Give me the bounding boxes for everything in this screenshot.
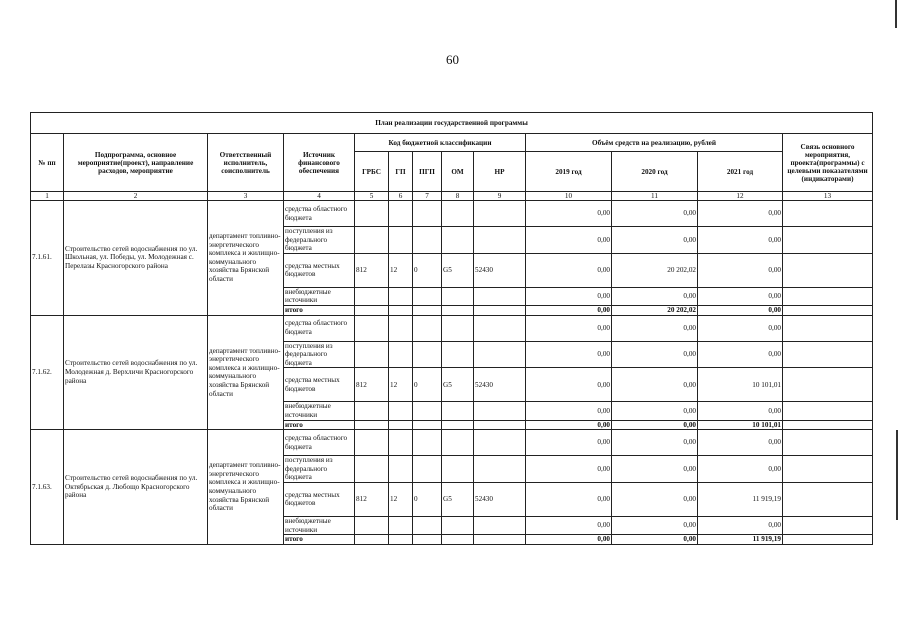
- col-number: 2: [64, 192, 208, 201]
- amount-y2020: 20 202,02: [612, 253, 698, 287]
- amount-y2021: 0,00: [698, 287, 783, 305]
- indicator-link: [783, 287, 873, 305]
- funding-source: итого: [284, 305, 355, 315]
- col-number: 6: [389, 192, 413, 201]
- budget-code-gp: [389, 315, 413, 341]
- amount-y2019: 0,00: [526, 535, 612, 545]
- amount-y2021: 0,00: [698, 315, 783, 341]
- budget-code-gp: [389, 201, 413, 227]
- amount-y2020: 0,00: [612, 535, 698, 545]
- budget-code-np: [474, 341, 526, 368]
- indicator-link: [783, 402, 873, 420]
- budget-code-np: [474, 227, 526, 254]
- amount-y2021: 0,00: [698, 253, 783, 287]
- amount-y2021: 0,00: [698, 516, 783, 534]
- budget-code-pgp: [413, 516, 442, 534]
- amount-y2019: 0,00: [526, 315, 612, 341]
- budget-code-np: [474, 315, 526, 341]
- col-number: 3: [208, 192, 284, 201]
- budget-code-grbs: [355, 420, 389, 430]
- amount-y2020: 20 202,02: [612, 305, 698, 315]
- budget-code-gp: [389, 430, 413, 456]
- amount-y2021: 11 919,19: [698, 535, 783, 545]
- budget-code-gp: [389, 402, 413, 420]
- col-number: 12: [698, 192, 783, 201]
- amount-y2020: 0,00: [612, 516, 698, 534]
- amount-y2019: 0,00: [526, 368, 612, 402]
- col-number: 7: [413, 192, 442, 201]
- budget-code-np: [474, 420, 526, 430]
- header-om: ОМ: [442, 152, 474, 192]
- table-row: [31, 315, 873, 341]
- budget-code-om: [442, 456, 474, 483]
- indicator-link: [783, 305, 873, 315]
- budget-code-np: [474, 535, 526, 545]
- funding-source: средства местных бюджетов: [284, 482, 355, 516]
- budget-code-om: [442, 516, 474, 534]
- budget-code-grbs: [355, 402, 389, 420]
- amount-y2020: 0,00: [612, 368, 698, 402]
- amount-y2020: 0,00: [612, 287, 698, 305]
- item-executor: департамент топливно-энергетического комплекса и жилищно-коммунального хозяйства Брянской области: [208, 201, 284, 316]
- table-title: План реализации государственной программы: [31, 113, 873, 134]
- budget-code-pgp: [413, 201, 442, 227]
- indicator-link: [783, 430, 873, 456]
- amount-y2020: 0,00: [612, 456, 698, 483]
- budget-code-gp: [389, 516, 413, 534]
- col-number: 4: [284, 192, 355, 201]
- budget-code-om: G5: [442, 253, 474, 287]
- amount-y2019: 0,00: [526, 201, 612, 227]
- col-number: 9: [474, 192, 526, 201]
- amount-y2020: 0,00: [612, 430, 698, 456]
- amount-y2019: 0,00: [526, 516, 612, 534]
- amount-y2019: 0,00: [526, 305, 612, 315]
- table-row: [31, 430, 873, 456]
- budget-code-pgp: [413, 420, 442, 430]
- program-plan-table: [30, 112, 873, 545]
- budget-code-grbs: [355, 516, 389, 534]
- plan-table-body: [31, 201, 873, 545]
- header-budget-code: Код бюджетной классификации: [355, 134, 526, 152]
- amount-y2019: 0,00: [526, 420, 612, 430]
- budget-code-grbs: [355, 201, 389, 227]
- budget-code-om: [442, 420, 474, 430]
- amount-y2020: 0,00: [612, 201, 698, 227]
- budget-code-grbs: [355, 430, 389, 456]
- scan-edge-mark: [895, 0, 897, 28]
- header-link: Связь основного мероприятия, проекта(программы) с целевыми показателями (индикаторами): [783, 134, 873, 192]
- amount-y2019: 0,00: [526, 402, 612, 420]
- budget-code-pgp: [413, 305, 442, 315]
- budget-code-grbs: [355, 456, 389, 483]
- indicator-link: [783, 315, 873, 341]
- budget-code-om: [442, 287, 474, 305]
- col-number: 11: [612, 192, 698, 201]
- amount-y2020: 0,00: [612, 482, 698, 516]
- budget-code-om: [442, 227, 474, 254]
- amount-y2019: 0,00: [526, 482, 612, 516]
- table-row: [31, 201, 873, 227]
- amount-y2021: 11 919,19: [698, 482, 783, 516]
- col-number: 8: [442, 192, 474, 201]
- item-name: Строительство сетей водоснабжения по ул. Октябрьская д. Любощо Красногорского района: [64, 430, 208, 545]
- item-executor: департамент топливно-энергетического комплекса и жилищно-коммунального хозяйства Брянской области: [208, 430, 284, 545]
- budget-code-om: [442, 341, 474, 368]
- budget-code-grbs: [355, 535, 389, 545]
- funding-source: итого: [284, 420, 355, 430]
- amount-y2021: 0,00: [698, 402, 783, 420]
- budget-code-om: G5: [442, 482, 474, 516]
- funding-source: средства областного бюджета: [284, 315, 355, 341]
- amount-y2019: 0,00: [526, 341, 612, 368]
- budget-code-np: [474, 516, 526, 534]
- amount-y2021: 0,00: [698, 430, 783, 456]
- amount-y2019: 0,00: [526, 430, 612, 456]
- budget-code-np: [474, 201, 526, 227]
- budget-code-gp: 12: [389, 253, 413, 287]
- header-grbs: ГРБС: [355, 152, 389, 192]
- amount-y2021: 0,00: [698, 341, 783, 368]
- budget-code-pgp: [413, 456, 442, 483]
- col-number: 10: [526, 192, 612, 201]
- amount-y2021: 0,00: [698, 456, 783, 483]
- header-2020: 2020 год: [612, 152, 698, 192]
- budget-code-grbs: 812: [355, 368, 389, 402]
- budget-code-grbs: [355, 287, 389, 305]
- budget-code-om: [442, 315, 474, 341]
- funding-source: поступления из федерального бюджета: [284, 341, 355, 368]
- budget-code-pgp: [413, 287, 442, 305]
- budget-code-gp: [389, 341, 413, 368]
- item-number: 7.1.63.: [31, 430, 64, 545]
- budget-code-pgp: [413, 227, 442, 254]
- budget-code-pgp: [413, 402, 442, 420]
- amount-y2019: 0,00: [526, 287, 612, 305]
- item-executor: департамент топливно-энергетического комплекса и жилищно-коммунального хозяйства Брянской области: [208, 315, 284, 430]
- budget-code-grbs: [355, 315, 389, 341]
- budget-code-np: [474, 402, 526, 420]
- funding-source: поступления из федерального бюджета: [284, 456, 355, 483]
- amount-y2021: 10 101,01: [698, 368, 783, 402]
- item-number: 7.1.61.: [31, 201, 64, 316]
- col-number: 5: [355, 192, 389, 201]
- amount-y2021: 10 101,01: [698, 420, 783, 430]
- budget-code-gp: [389, 227, 413, 254]
- scan-edge-mark: [896, 430, 898, 520]
- budget-code-om: G5: [442, 368, 474, 402]
- budget-code-np: 52430: [474, 482, 526, 516]
- indicator-link: [783, 253, 873, 287]
- indicator-link: [783, 341, 873, 368]
- amount-y2020: 0,00: [612, 420, 698, 430]
- budget-code-gp: [389, 287, 413, 305]
- amount-y2019: 0,00: [526, 253, 612, 287]
- header-name: Подпрограмма, основное мероприятие(проект), направление расходов, мероприятие: [64, 134, 208, 192]
- indicator-link: [783, 420, 873, 430]
- header-2019: 2019 год: [526, 152, 612, 192]
- budget-code-gp: [389, 535, 413, 545]
- indicator-link: [783, 368, 873, 402]
- indicator-link: [783, 516, 873, 534]
- budget-code-pgp: [413, 341, 442, 368]
- header-num: № пп: [31, 134, 64, 192]
- budget-code-np: 52430: [474, 253, 526, 287]
- budget-code-gp: [389, 456, 413, 483]
- budget-code-grbs: 812: [355, 482, 389, 516]
- indicator-link: [783, 201, 873, 227]
- item-name: Строительство сетей водоснабжения по ул. Школьная, ул. Победы, ул. Молодежная с. Перелазы Красногорского района: [64, 201, 208, 316]
- item-number: 7.1.62.: [31, 315, 64, 430]
- header-pgp: ПГП: [413, 152, 442, 192]
- amount-y2020: 0,00: [612, 227, 698, 254]
- indicator-link: [783, 227, 873, 254]
- header-np: НР: [474, 152, 526, 192]
- header-executor: Ответственный исполнитель, соисполнитель: [208, 134, 284, 192]
- budget-code-om: [442, 201, 474, 227]
- budget-code-np: [474, 456, 526, 483]
- header-volume: Объём средств на реализацию, рублей: [526, 134, 783, 152]
- budget-code-om: [442, 430, 474, 456]
- budget-code-np: 52430: [474, 368, 526, 402]
- funding-source: поступления из федерального бюджета: [284, 227, 355, 254]
- budget-code-pgp: 0: [413, 253, 442, 287]
- budget-code-pgp: [413, 315, 442, 341]
- header-2021: 2021 год: [698, 152, 783, 192]
- budget-code-gp: [389, 420, 413, 430]
- amount-y2019: 0,00: [526, 227, 612, 254]
- amount-y2019: 0,00: [526, 456, 612, 483]
- budget-code-gp: [389, 305, 413, 315]
- budget-code-np: [474, 305, 526, 315]
- header-source: Источник финансового обеспечения: [284, 134, 355, 192]
- budget-code-grbs: [355, 227, 389, 254]
- indicator-link: [783, 482, 873, 516]
- budget-code-om: [442, 305, 474, 315]
- budget-code-gp: 12: [389, 368, 413, 402]
- budget-code-grbs: 812: [355, 253, 389, 287]
- indicator-link: [783, 535, 873, 545]
- amount-y2021: 0,00: [698, 201, 783, 227]
- amount-y2020: 0,00: [612, 402, 698, 420]
- page-number: 60: [446, 52, 459, 67]
- budget-code-pgp: [413, 535, 442, 545]
- budget-code-pgp: [413, 430, 442, 456]
- amount-y2020: 0,00: [612, 315, 698, 341]
- budget-code-om: [442, 402, 474, 420]
- funding-source: средства областного бюджета: [284, 201, 355, 227]
- budget-code-grbs: [355, 305, 389, 315]
- indicator-link: [783, 456, 873, 483]
- col-number: 1: [31, 192, 64, 201]
- header-gp: ГП: [389, 152, 413, 192]
- budget-code-np: [474, 287, 526, 305]
- item-name: Строительство сетей водоснабжения по ул. Молодежная д. Верхличи Красногорского района: [64, 315, 208, 430]
- amount-y2021: 0,00: [698, 305, 783, 315]
- funding-source: средства местных бюджетов: [284, 368, 355, 402]
- funding-source: средства областного бюджета: [284, 430, 355, 456]
- amount-y2020: 0,00: [612, 341, 698, 368]
- col-number: 13: [783, 192, 873, 201]
- funding-source: средства местных бюджетов: [284, 253, 355, 287]
- budget-code-om: [442, 535, 474, 545]
- budget-code-grbs: [355, 341, 389, 368]
- budget-code-np: [474, 430, 526, 456]
- funding-source: итого: [284, 535, 355, 545]
- budget-code-pgp: 0: [413, 482, 442, 516]
- budget-code-gp: 12: [389, 482, 413, 516]
- amount-y2021: 0,00: [698, 227, 783, 254]
- funding-source: внебюджетные источники: [284, 287, 355, 305]
- funding-source: внебюджетные источники: [284, 402, 355, 420]
- funding-source: внебюджетные источники: [284, 516, 355, 534]
- budget-code-pgp: 0: [413, 368, 442, 402]
